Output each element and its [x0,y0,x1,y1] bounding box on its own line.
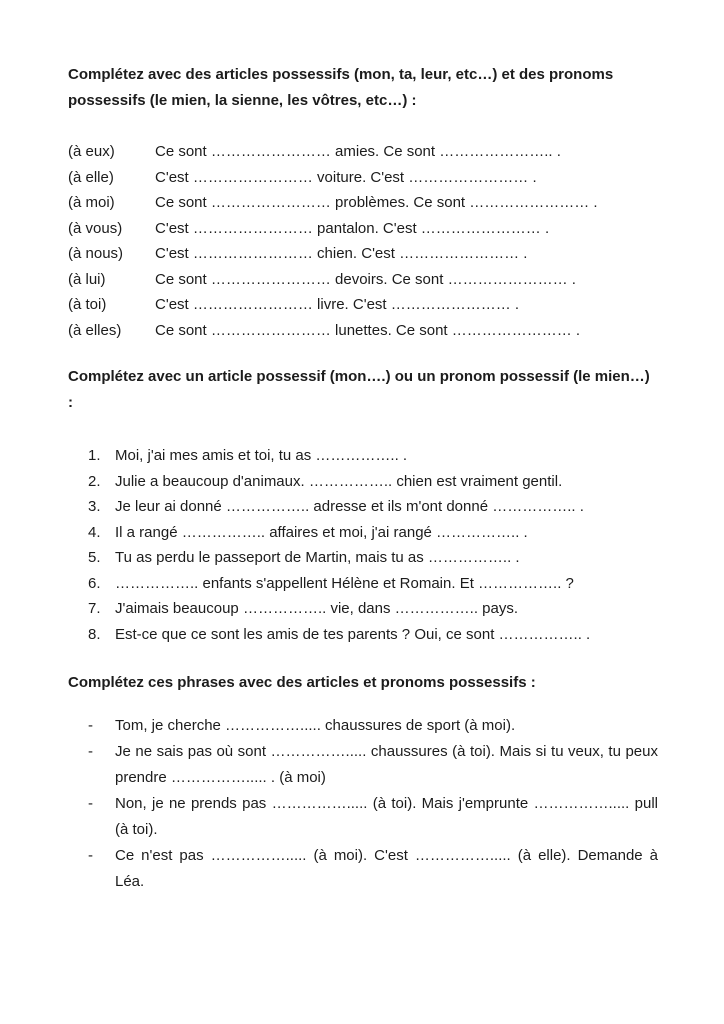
item-number: 7. [88,600,101,617]
fill-in-sentence: Ce sont …………………… amies. Ce sont ………………….. . [155,143,561,160]
section1-heading: Complétez avec des articles possessifs (mon, ta, leur, etc…) et des pronoms possessifs (le mien, la sienne, les vôtres, etc…) : [68,66,614,109]
fill-in-sentence: C'est …………………… voiture. C'est …………………… . [155,168,537,186]
exercise-row [68,216,658,242]
fill-in-sentence: C'est …………………… livre. C'est …………………… . [155,296,520,313]
fill-in-sentence: …………….. enfants s'appellent Hélène et Romain. Et …………….. ? [115,574,574,592]
pronoun-hint-label: (à lui) [68,270,106,288]
bullet-item [88,713,658,739]
pronoun-hint-label: (à elles) [68,321,122,339]
fill-in-sentence: Ce sont …………………… problèmes. Ce sont …………………… . [155,194,598,211]
section1-exercise-list [68,139,658,343]
fill-in-sentence: Tom, je cherche ……………..... chaussures de sport (à moi). [115,716,516,734]
item-number: 2. [88,472,101,490]
dash-bullet: - [88,742,93,760]
numbered-item [88,622,658,648]
numbered-item [88,545,658,571]
fill-in-sentence: Ce n'est pas ……………..... (à moi). C'est ……………..... (à elle). Demande à Léa. [115,846,658,890]
pronoun-hint-label: (à moi) [68,194,115,211]
numbered-item [88,469,658,495]
pronoun-hint-label: (à eux) [68,143,115,160]
exercise-row [68,292,658,318]
exercise-row [68,165,658,191]
fill-in-sentence: Moi, j'ai mes amis et toi, tu as …………….. . [115,447,408,464]
section3-exercise-list [68,713,658,895]
pronoun-hint-label: (à elle) [68,168,114,186]
item-number: 6. [88,574,101,592]
item-number: 5. [88,549,101,566]
exercise-row [68,139,658,165]
exercise-row [68,241,658,267]
fill-in-sentence: C'est …………………… chien. C'est …………………… . [155,245,528,262]
item-number: 4. [88,523,101,541]
bullet-item [88,843,658,895]
dash-bullet: - [88,846,93,864]
fill-in-sentence: Je leur ai donné …………….. adresse et ils m'ont donné …………….. . [115,498,584,515]
item-number: 8. [88,625,101,643]
fill-in-sentence: J'aimais beaucoup …………….. vie, dans …………….. pays. [115,600,519,617]
fill-in-sentence: Est-ce que ce sont les amis de tes parents ? Oui, ce sont …………….. . [115,625,591,643]
section3-heading: Complétez ces phrases avec des articles et pronoms possessifs : [68,674,536,691]
fill-in-sentence: Ce sont …………………… devoirs. Ce sont …………………… . [155,270,576,288]
fill-in-sentence: Ce sont …………………… lunettes. Ce sont …………………… . [155,321,581,339]
numbered-item [88,494,658,520]
fill-in-sentence: Non, je ne prends pas ……………..... (à toi). Mais j'emprunte ……………..... pull (à toi). [115,794,658,838]
exercise-row [68,267,658,293]
bullet-item [88,739,658,791]
section2-heading: Complétez avec un article possessif (mon….) ou un pronom possessif (le mien…) : [68,368,650,411]
exercise-row [68,190,658,216]
item-number: 1. [88,447,101,464]
fill-in-sentence: Je ne sais pas où sont ……………..... chaussures (à toi). Mais si tu veux, tu peux prendre ……………..... . (à moi) [115,742,658,786]
numbered-item [88,596,658,622]
pronoun-hint-label: (à vous) [68,219,123,237]
dash-bullet: - [88,794,93,812]
fill-in-sentence: Tu as perdu le passeport de Martin, mais tu as …………….. . [115,549,520,566]
pronoun-hint-label: (à toi) [68,296,107,313]
numbered-item [88,443,658,469]
fill-in-sentence: Il a rangé …………….. affaires et moi, j'ai rangé …………….. . [115,523,528,541]
dash-bullet: - [88,716,93,734]
numbered-item [88,520,658,546]
section2-exercise-list [68,443,658,647]
exercise-row [68,318,658,344]
pronoun-hint-label: (à nous) [68,245,124,262]
item-number: 3. [88,498,101,515]
numbered-item [88,571,658,597]
fill-in-sentence: Julie a beaucoup d'animaux. …………….. chien est vraiment gentil. [115,472,563,490]
fill-in-sentence: C'est …………………… pantalon. C'est …………………… . [155,219,550,237]
bullet-item [88,791,658,843]
